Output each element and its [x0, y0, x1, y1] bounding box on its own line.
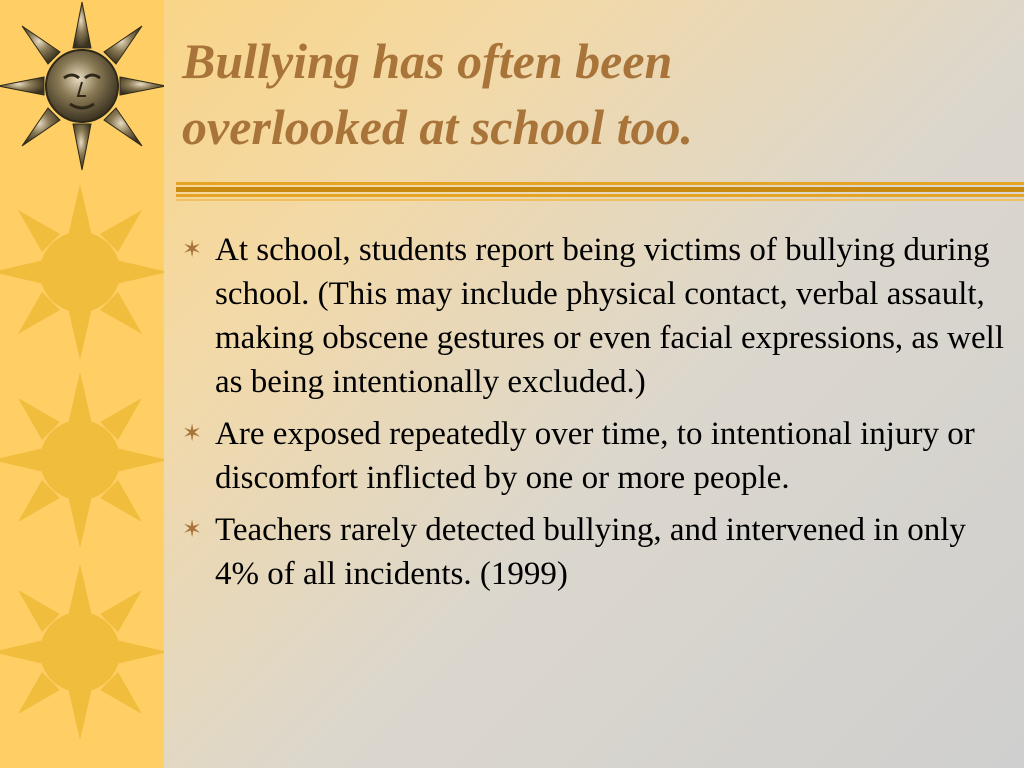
bullet-text: At school, students report being victims of bullying during school. (This may include physical contact, verbal assault, making obscene gestures or even facial expressions, as well as being intentionally excluded.) [215, 232, 1004, 400]
bullet-item [182, 228, 1007, 404]
sun-icon [0, 560, 164, 742]
bullet-text: Are exposed repeatedly over time, to intentional injury or discomfort inflicted by one or more people. [215, 416, 975, 496]
bullet-item [182, 508, 1007, 596]
sun-face-icon [0, 0, 164, 172]
slide-title-line: Bullying has often been [182, 33, 673, 89]
star-bullet-icon: ✶ [182, 517, 203, 543]
slide-title-line: overlooked at school too. [182, 99, 694, 155]
star-bullet-icon: ✶ [182, 237, 203, 263]
decorative-sidebar [0, 0, 164, 768]
bullet-item [182, 412, 1007, 500]
bullet-text: Teachers rarely detected bullying, and intervened in only 4% of all incidents. (1999) [215, 512, 966, 592]
star-bullet-icon: ✶ [182, 421, 203, 447]
bullet-list [182, 228, 1007, 604]
title-divider [176, 182, 1024, 202]
slide-title [182, 28, 1002, 160]
sun-icon [0, 368, 164, 550]
sun-icon [0, 180, 164, 362]
